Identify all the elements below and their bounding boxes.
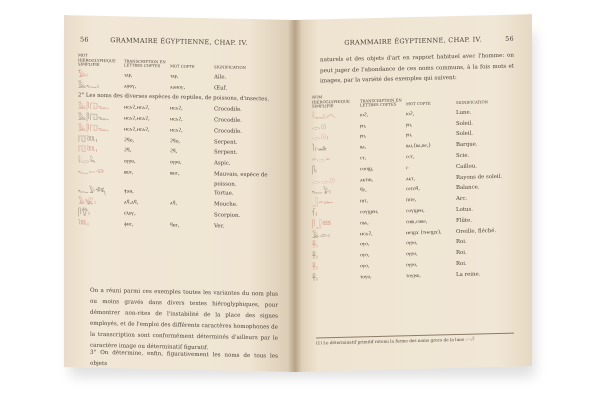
right-running-title: GRAMMAIRE ÉGYPTIENNE, CHAP. IV. (344, 35, 482, 47)
hieroglyph-cell: 𓋹𓏤 (312, 263, 319, 272)
coptic-word-cell: ⲙⲥⲁϩ, (170, 127, 183, 134)
coptic-word-cell: ⲥⲟⲩϣⲉⲛ, (406, 207, 425, 215)
meaning-cell: Scie. (456, 152, 470, 160)
transcription-cell: ⲁϥ,ⲁϥ, (124, 199, 139, 206)
meaning-cell: Lotus. (456, 206, 473, 213)
left-col-trans: TRANSCRIPTION EN LETTRES COPTES (124, 58, 166, 69)
meaning-cell: Mouche. (214, 201, 238, 208)
hieroglyph-cell: 𓋴𓆫𓏤 (78, 208, 91, 217)
hieroglyph-cell: 𓏏𓂋𓏏 (312, 155, 331, 164)
section-heading: 2° Les noms des diverses espèces de reptiles, de poissons, d'insectes. (78, 92, 269, 103)
meaning-cell: Lune. (456, 109, 472, 116)
coptic-word-cell: ⲥⲥⲧ, (406, 154, 415, 161)
coptic-word-cell: ⲙⲉϣϫ (ⲧⲙⲉϣϫ), (406, 228, 442, 236)
transcription-cell: ⲧⲟⲩⲟ, (360, 273, 372, 281)
coptic-word-cell: ⲙⲥⲁϩ, (170, 105, 183, 112)
transcription-cell: ⲟⲩⲟ, (360, 263, 370, 270)
hieroglyph-cell: 𓉔𓆙𓏤 (78, 135, 98, 144)
left-col-copte: MOT COPTE (170, 63, 195, 70)
transcription-cell: ⲟⲩⲣⲟ, (124, 158, 136, 165)
right-page-number: 56 (505, 34, 514, 43)
right-intro-text: naturels et des objets d'art en rapport habituel avec l'homme: on peut juger de l'abondance de ces noms communs, à la fois mots et images, par la variété des exemples qui suivent: (320, 52, 514, 85)
hieroglyph-cell: 𓂋𓇳 (312, 122, 327, 132)
left-page (64, 15, 294, 372)
hieroglyph-cell: 𓂋𓂋𓇳 (312, 176, 336, 186)
right-col-copte: MOT COPTE (406, 100, 431, 107)
transcription-cell: ⲯⲁⲛ, (124, 188, 134, 195)
transcription-cell: ⲣⲏ, (360, 133, 367, 140)
coptic-word-cell: ⲟⲩⲣⲟ, (406, 261, 418, 269)
hieroglyph-cell: 𓂋𓇳𓏤 (312, 133, 329, 142)
meaning-cell: Balance. (456, 184, 480, 192)
meaning-cell: Roi. (456, 249, 467, 257)
meaning-cell: Rayons de soleil. (456, 173, 503, 181)
hieroglyph-cell: 𓆑𓅱𓏤 (312, 187, 332, 196)
coptic-word-cell: ⲟⲩⲣⲟ, (170, 159, 182, 166)
coptic-word-cell: ⲣⲏ, (406, 121, 413, 128)
meaning-cell: Oreille, fléché. (456, 227, 497, 235)
coptic-word-cell: ⲡⲓⲧⲉ, (406, 197, 417, 204)
coptic-word-cell: ⲥⲉⲧⲟϥ, (406, 186, 421, 193)
meaning-cell: Flûte. (456, 217, 473, 224)
coptic-word-cell: ⲁϥ, (170, 200, 178, 207)
hieroglyph-cell: 𓋹𓏤 (312, 252, 319, 261)
coptic-word-cell: ϩϥⲟ, (170, 137, 181, 145)
transcription-cell: ⲥⲗⲟⲩ, (124, 210, 136, 217)
meaning-cell: Aile. (214, 74, 227, 81)
coptic-word-cell: ⲧⲁⲣ, (170, 73, 179, 80)
book-gutter (288, 20, 302, 372)
hieroglyph-cell: 𓋹𓏤 (312, 241, 319, 250)
transcription-cell: ⲥⲟⲩϣⲉⲛ, (360, 208, 379, 216)
hieroglyph-cell: 𓆑𓅱𓆈 (78, 186, 107, 196)
transcription-cell: ⲙⲥⲁϩ,ⲙⲥⲁϩ, (124, 115, 150, 122)
coptic-word-cell: ⲁⲁⲛⲟⲩ, (170, 83, 186, 91)
right-running-head (294, 34, 532, 50)
transcription-cell: ⲓⲟϩ, (360, 111, 369, 119)
right-footnote: (1) Le déterminatif primitif retenu la forme des noms grecs de la lune 𓇹𓏤𓋹 (316, 333, 514, 347)
transcription-cell: ⲟⲩⲟ, (360, 241, 370, 248)
meaning-cell: La reine. (456, 271, 481, 278)
coptic-word-cell: ⲧⲟⲩⲣⲱ, (406, 272, 422, 279)
right-col-hiero: NOM HIÉROGLYPHIQUE SIMPLIFIÉ (312, 94, 350, 109)
transcription-cell: ϩϥⲟ, (124, 137, 135, 144)
transcription-cell: ⲁⲫⲟⲩ, (124, 83, 137, 90)
hieroglyph-cell: 𓅓𓆑𓏤 (78, 81, 100, 90)
coptic-word-cell: ⲥⲏⲃⲓ,ⲥⲏⲃⲉ, (406, 218, 428, 226)
left-col-sense: SIGNIFICATION (214, 64, 246, 71)
transcription-cell: ⲫⲛⲧ, (124, 220, 134, 228)
left-running-title: GRAMMAIRE ÉGYPTIENNE, CHAP. IV. (110, 36, 248, 48)
meaning-cell: Tortue. (214, 190, 234, 197)
coptic-word-cell: ⲃⲱⲧ, (170, 170, 180, 177)
meaning-cell: Caillou. (456, 163, 477, 170)
coptic-word-cell: ϥⲛⲧ, (170, 221, 180, 229)
meaning-cell: Barque. (456, 141, 478, 149)
hieroglyph-cell: 𓆳𓏤 (312, 209, 318, 218)
coptic-word-cell: ⲁⲕⲧ, (406, 175, 416, 182)
hieroglyph-cell: 𓄿𓆤𓏤 (78, 197, 97, 206)
hieroglyph-cell: 𓅃𓏤 (78, 70, 89, 79)
transcription-cell: ⲙⲥⲁϩ,ⲙⲥⲁϩ, (124, 104, 150, 112)
meaning-cell: Arc. (456, 195, 468, 203)
hieroglyph-cell: 𓅓𓋴𓉔𓆊 (78, 102, 110, 112)
transcription-cell: ⲃⲱⲧ, (124, 169, 134, 176)
transcription-cell: ϥⲧ, (360, 187, 367, 194)
left-paragraph-2: 3° On détermine, enfin, figurativement les noms de tous les objets (90, 349, 278, 368)
hieroglyph-cell: 𓅓𓋴𓉔𓆊 (78, 113, 110, 123)
transcription-cell: ⲡⲓⲧ, (360, 198, 369, 205)
transcription-cell: ⲃⲁ, (360, 144, 367, 151)
hieroglyph-cell: 𓇋𓂝𓇹 (312, 111, 336, 121)
coptic-word-cell: ⲓⲟϩ, (406, 110, 415, 118)
coptic-word-cell: ⲣⲏ, (406, 132, 413, 139)
left-vocab-table (78, 53, 282, 234)
open-book (64, 20, 532, 372)
hieroglyph-cell: 𓋹𓏤 (312, 274, 319, 283)
transcription-cell: ⲙⲥⲁϩ, (360, 230, 373, 237)
meaning-cell: Roi. (456, 239, 467, 246)
right-col-sense: SIGNIFICATION (456, 99, 488, 106)
meaning-cell: Soleil. (456, 130, 474, 138)
transcription-cell: ⲣⲏ, (360, 122, 367, 129)
transcription-cell: ⲥⲃⲁ, (360, 219, 369, 227)
coptic-word-cell: ϩϥ, (170, 148, 178, 155)
hieroglyph-cell: 𓆙𓏤 (78, 219, 90, 228)
left-running-head (64, 35, 294, 50)
hieroglyph-cell: 𓆑𓍿𓆛 (78, 167, 105, 176)
hieroglyph-cell: 𓋴𓃀𓆷 (312, 219, 332, 229)
transcription-cell: ⲙⲥⲁϩ,ⲙⲥⲁϩ, (124, 126, 150, 133)
meaning-cell: Crocodile. (214, 128, 243, 135)
hieroglyph-cell: 𓇋𓂋𓆗 (78, 156, 96, 166)
meaning-cell: Crocodile. (214, 117, 243, 124)
meaning-cell: Crocodile. (214, 106, 243, 114)
transcription-cell: ⲟⲩⲟ, (360, 252, 370, 259)
left-col-hiero: MOT HIÉROGLYPHIQUE SIMPLIFIÉ (78, 52, 116, 68)
meaning-cell: Soleil. (456, 120, 474, 127)
coptic-word-cell: ⲥ (406, 164, 409, 172)
coptic-word-cell: ⲃⲁⲓ,(ⲃⲁ,ⲃⲉ,) (406, 142, 431, 150)
meaning-cell: Serpent. (214, 149, 238, 157)
hieroglyph-cell: 𓅓𓋴𓉔𓆊 (78, 124, 110, 133)
left-paragraph: On a réuni parmi ces exemples toutes les variantes du nom plus ou moins gravés dans divers textes hiéroglyphiques, pour démontrer non-rites de l'instabilité de la place des signes employés, et de l'emploi des différents caractères homophones de la transcription sont conformément déterminés d'ailleurs par le caractère image ou déterminatif figuratif. (90, 287, 278, 352)
hieroglyph-cell: 𓉔𓆙𓏤 (78, 145, 98, 155)
meaning-cell: Mauvais, espèce de poisson. (214, 171, 268, 188)
right-col-trans: TRANSCRIPTION EN LETTRES COPTES (360, 96, 402, 108)
hieroglyph-cell: 𓄿𓁹𓏤 (312, 230, 331, 240)
right-vocab-table (312, 91, 518, 286)
hieroglyph-cell: 𓋴𓏤 (312, 166, 318, 175)
transcription-cell: ϩϥ, (124, 147, 132, 154)
transcription-cell: ⲥⲧ, (360, 155, 367, 162)
meaning-cell: Roi. (456, 260, 467, 267)
coptic-word-cell: ⲟⲩⲣⲟ, (406, 240, 418, 247)
meaning-cell: Ver. (214, 222, 225, 230)
right-page (294, 14, 532, 372)
transcription-cell: ⲁⲕⲧⲓⲛ, (360, 176, 374, 183)
meaning-cell: Serpent. (214, 138, 238, 146)
meaning-cell: Œuf. (214, 84, 228, 92)
meaning-cell: Aspic. (214, 160, 231, 167)
meaning-cell: Scorpion. (214, 212, 241, 219)
hieroglyph-cell: 𓃀𓏏𓆱 (312, 198, 334, 207)
transcription-cell: ⲧⲁⲣ, (124, 72, 133, 79)
hieroglyph-cell: 𓌙𓏤𓊛 (312, 144, 328, 153)
transcription-cell: ⲥⲟⲟϣ, (360, 165, 374, 173)
coptic-word-cell: ⲙⲥⲁϩ, (170, 116, 183, 123)
coptic-word-cell: ⲟⲩⲣⲟ, (406, 251, 418, 258)
left-page-number: 56 (80, 35, 89, 44)
